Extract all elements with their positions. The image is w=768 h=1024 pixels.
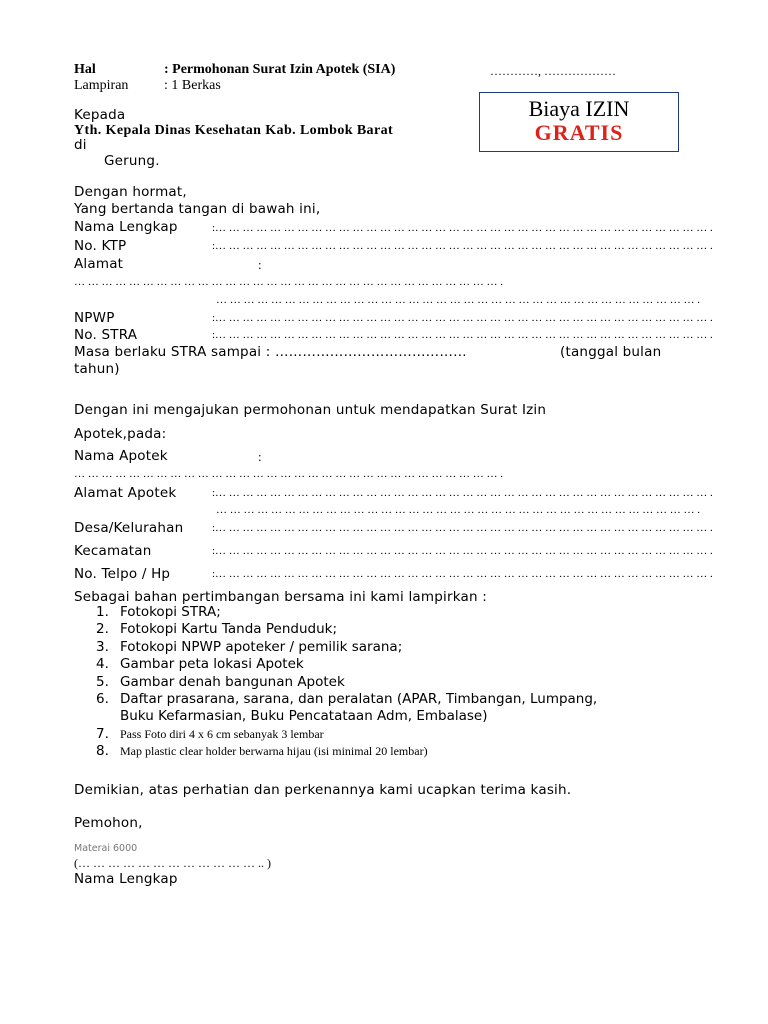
stra-label: No. STRA [74,327,138,343]
recipient-yth: Yth. Kepala Dinas Kesehatan Kab. Lombok Barat [74,123,394,138]
list-item-number: 6. [96,691,109,708]
list-item-number: 3. [96,638,109,655]
nama-apotek-label: Nama Apotek [74,448,168,464]
alamat-label: Alamat [74,256,124,272]
request-line-2: Apotek,pada: [74,426,167,442]
list-item [96,743,597,760]
alamat-apotek-field-1[interactable]: :… … … … … … … … … … … … … … … … … … … … … … … … … … … … … … … … … … … … . [212,487,713,499]
nama-label: Nama Lengkap [74,219,178,235]
kepada: Kepada [74,107,126,123]
hal-label: Hal [74,62,96,77]
stra-field[interactable]: :… … … … … … … … … … … … … … … … … … … … … … … … … … … … … … … … … … … … . [212,329,713,341]
attachments-intro: Sebagai bahan pertimbangan bersama ini kami lampirkan : [74,589,487,605]
list-item-number: 7. [96,725,109,742]
masa-berlaku-hint-2: tahun) [74,361,120,377]
list-item [96,691,597,726]
list-item [96,621,597,638]
nama-apotek-field[interactable]: … … … … … … … … … … … … … … … … … … … … … … … … … … … … … … … . [74,468,503,480]
list-item [96,674,597,691]
list-item-text: Pass Foto diri 4 x 6 cm sebanyak 3 lembar [120,726,324,741]
pemohon-label: Pemohon, [74,815,143,831]
list-item-text: Gambar peta lokasi Apotek [120,656,304,673]
alamat-apotek-label: Alamat Apotek [74,485,177,501]
list-item-number: 4. [96,656,109,673]
list-item-text: Fotokopi NPWP apoteker / pemilik sarana; [120,638,403,655]
nama-apotek-colon: : [258,449,262,464]
kecamatan-label: Kecamatan [74,543,152,559]
masa-berlaku-label[interactable]: Masa berlaku STRA sampai : …………………………………… [74,344,467,360]
di: di [74,137,87,153]
masa-berlaku-hint: (tanggal bulan [560,344,662,360]
fee-box-gratis: GRATIS [534,120,624,145]
fee-box [479,92,679,152]
request-line-1: Dengan ini mengajukan permohonan untuk mendapatkan Surat Izin [74,402,547,418]
nama-field[interactable]: :… … … … … … … … … … … … … … … … … … … … … … … … … … … … … … … … … … … … . [212,222,713,234]
list-item-number: 5. [96,673,109,690]
date-placeholder: …………, ……………… [490,64,616,78]
npwp-field[interactable]: :… … … … … … … … … … … … … … … … … … … … … … … … … … … … … … … … … … … … . [212,312,713,324]
list-item-text: Gambar denah bangunan Apotek [120,673,345,690]
list-item [96,604,597,621]
ktp-label: No. KTP [74,238,127,254]
list-item-text: Map plastic clear holder berwarna hijau (isi minimal 20 lembar) [120,743,428,758]
desa-field[interactable]: :… … … … … … … … … … … … … … … … … … … … … … … … … … … … … … … … … … … … . [212,522,713,534]
list-item-number: 8. [96,742,109,759]
alamat-field-1[interactable]: … … … … … … … … … … … … … … … … … … … … … … … … … … … … … … … . [74,276,503,288]
lampiran-label: Lampiran [74,78,129,93]
lampiran-value: : 1 Berkas [164,78,221,93]
greeting: Dengan hormat, [74,184,187,200]
alamat-field-2[interactable]: … … … … … … … … … … … … … … … … … … … … … … … … … … … … … … … … … … … . [216,294,700,306]
fee-box-title: Biaya IZIN [528,96,630,121]
list-item-text: Daftar prasarana, sarana, dan peralatan (APAR, Timbangan, Lumpang, [120,691,598,708]
telpo-field[interactable]: :… … … … … … … … … … … … … … … … … … … … … … … … … … … … … … … … … … … … . [212,568,713,580]
place: Gerung. [104,153,160,169]
list-item [96,726,597,743]
list-item-number: 2. [96,621,109,638]
list-item-text-continued: Buku Kefarmasian, Buku Pencatataan Adm, Embalase) [120,708,488,725]
telpo-label: No. Telpo / Hp [74,566,171,582]
nama-lengkap-signature: Nama Lengkap [74,871,178,887]
hal-value: : Permohonan Surat Izin Apotek (SIA) [164,62,396,77]
attachments-list [96,604,597,760]
closing-thanks: Demikian, atas perhatian dan perkenannya kami ucapkan terima kasih. [74,782,572,798]
list-item [96,656,597,673]
list-item-number: 1. [96,604,109,620]
desa-label: Desa/Kelurahan [74,520,184,536]
intro-line: Yang bertanda tangan di bawah ini, [74,201,321,217]
materai-label: Materai 6000 [74,843,138,854]
ktp-field[interactable]: :… … … … … … … … … … … … … … … … … … … … … … … … … … … … … … … … … … … … . [212,240,713,252]
list-item-text: Fotokopi Kartu Tanda Penduduk; [120,621,337,638]
list-item [96,639,597,656]
signature-field[interactable]: (… … … … … … … … … … … … .. ) [74,856,271,870]
list-item-text: Fotokopi STRA; [120,604,221,620]
alamat-apotek-field-2[interactable]: … … … … … … … … … … … … … … … … … … … … … … … … … … … … … … … … … … … . [216,504,700,516]
npwp-label: NPWP [74,310,115,326]
kecamatan-field[interactable]: :… … … … … … … … … … … … … … … … … … … … … … … … … … … … … … … … … … … … . [212,545,713,557]
alamat-colon: : [258,257,262,272]
